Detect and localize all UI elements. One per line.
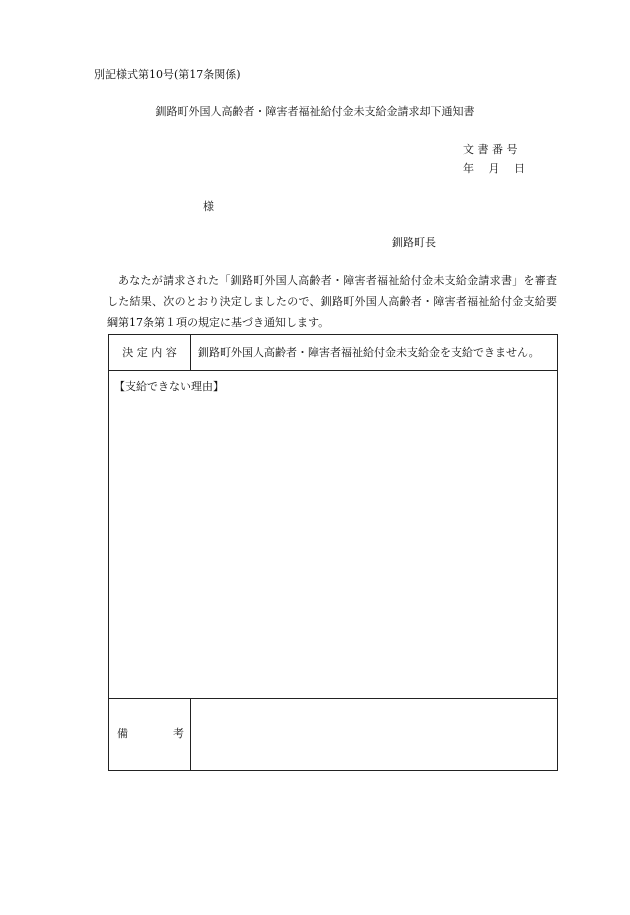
reason-heading: 【支給できない理由】 [114, 380, 224, 393]
decision-value: 釧路町外国人高齢者・障害者福祉給付金未支給金を支給できません。 [198, 346, 540, 359]
decision-table [108, 334, 558, 771]
decision-label: 決 定 内 容 [109, 335, 191, 370]
document-title: 釧路町外国人高齢者・障害者福祉給付金未支給金請求却下通知書 [155, 105, 475, 118]
date-label: 年 月 日 [463, 162, 525, 175]
reason-box [109, 371, 557, 699]
remarks-label-char-2: 考 [173, 727, 184, 740]
form-number-label: 別記様式第10号(第17条関係) [94, 68, 241, 81]
remarks-label [109, 699, 191, 770]
remarks-row [109, 699, 557, 770]
remarks-value [191, 699, 557, 770]
addressee-honorific: 様 [203, 200, 214, 213]
notice-body-text: あなたが請求された「釧路町外国人高齢者・障害者福祉給付金未支給金請求書」を審査した結果、次のとおり決定しましたので、釧路町外国人高齢者・障害者福祉給付金支給要綱第17条第１項の規定に基づき通知します。 [107, 274, 557, 329]
sender-name: 釧路町長 [392, 236, 436, 249]
decision-row [109, 335, 557, 371]
remarks-label-char-1: 備 [117, 727, 128, 740]
document-number-label: 文 書 番 号 [463, 143, 518, 156]
